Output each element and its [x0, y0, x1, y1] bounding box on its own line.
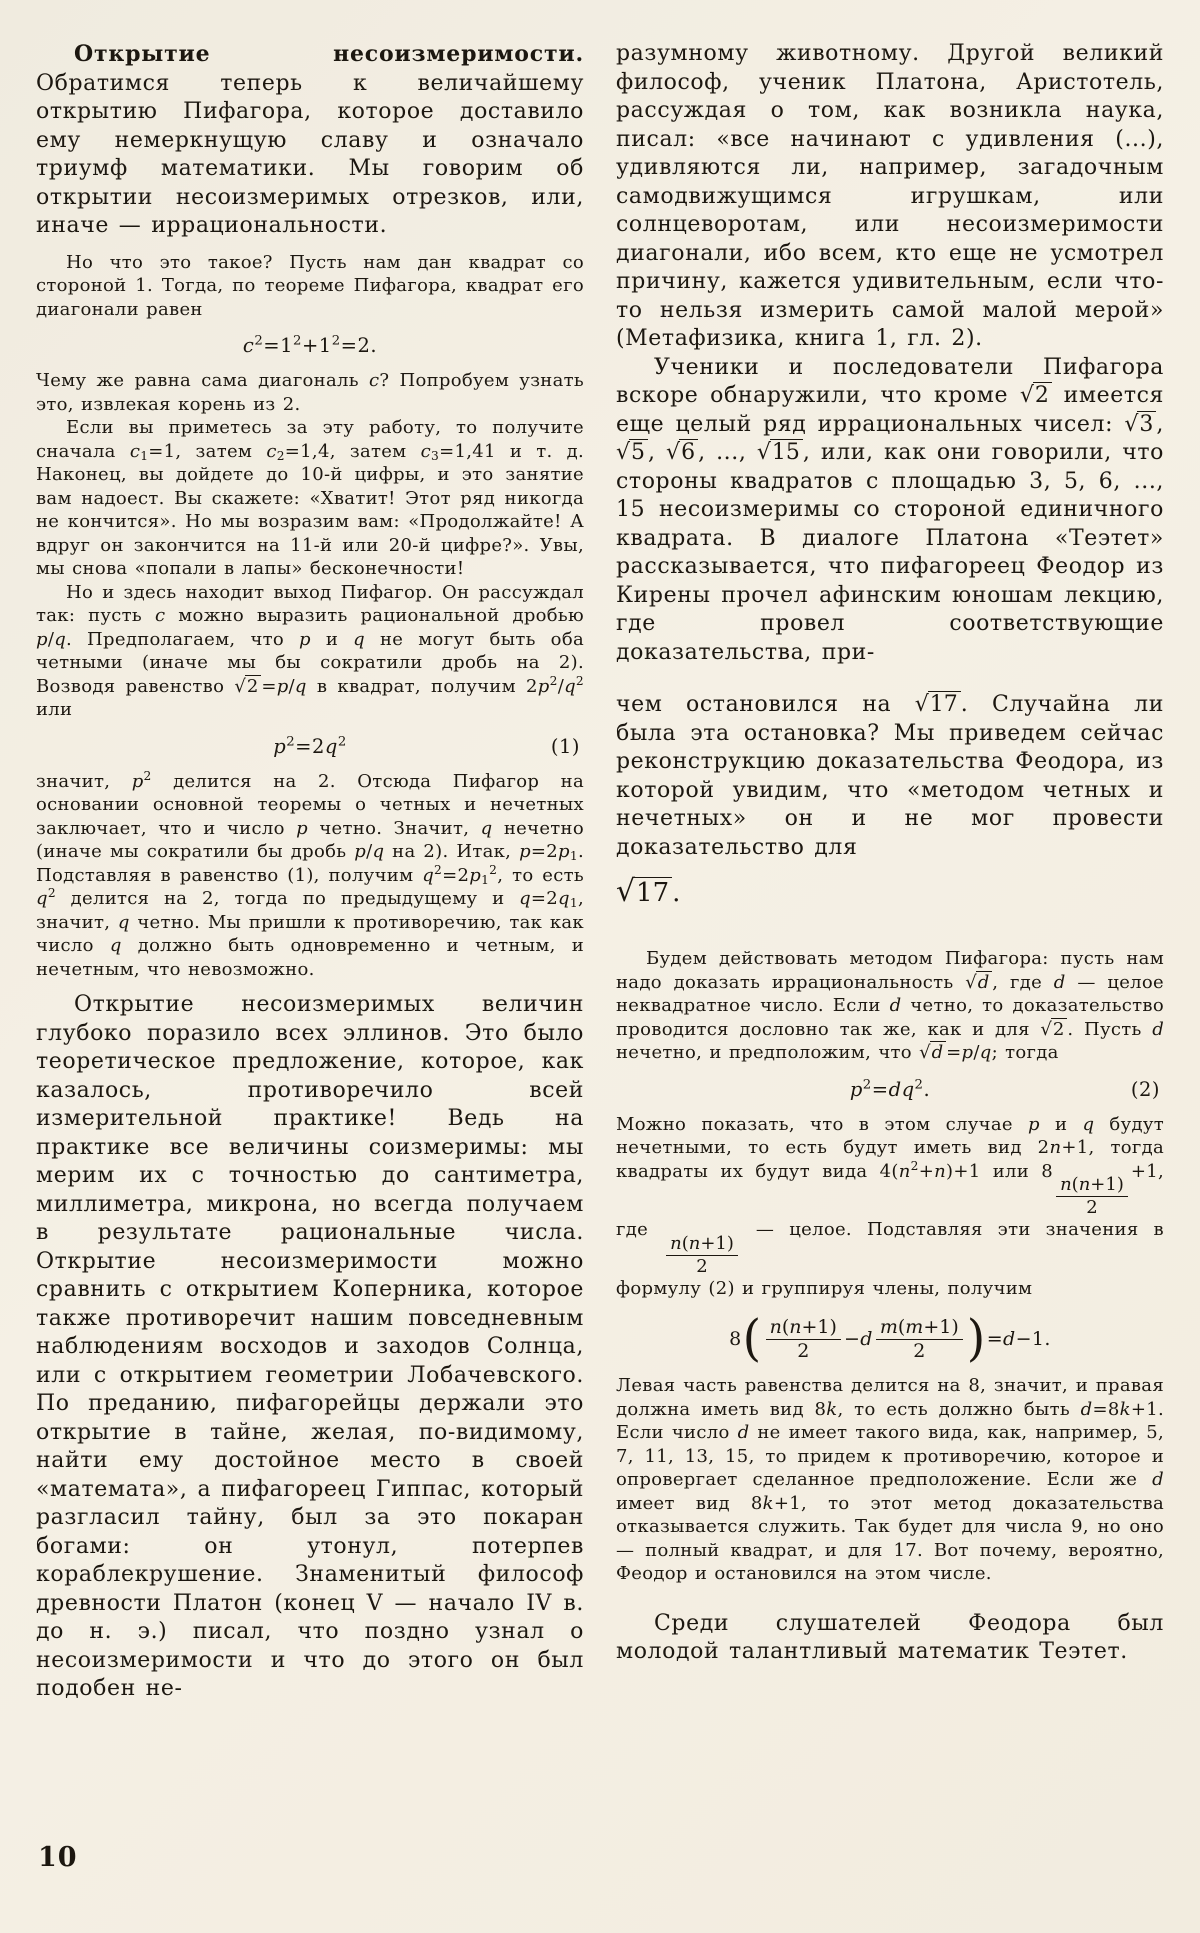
sqrt-radical-icon: √2 [1040, 1019, 1067, 1040]
paragraph: разумному животному. Другой великий философ, ученик Платона, Аристотель, рассуждая о том, как возникла наука, писал: «все начинают с удивления (...), удивляются ли, например, загадочным самодвижущимся игрушкам, или солнцеворотам, или несоизмеримости диагонали, ибо всем, кто еще не усмотрел причину, кажется удивительным, если что-то нельзя измерить самой малой мерой» (Метафизика, книга 1, гл. 2). [616, 41, 1164, 351]
paragraph: чем остановился на √17 . Случайна ли была эта остановка? Мы приведем сейчас реконструкцию доказательства Феодора, из которой увидим, что «методом четных и нечетных» он и не мог провести доказательство для [616, 692, 1164, 860]
paragraph: Открытие несоизмеримых величин глубоко поразило всех эллинов. Это было теоретическое предложение, которое, как казалось, противоречило всей измерительной практике! Ведь на практике все величины соизмеримы: мы мерим их с точностью до сантиметра, миллиметра, микрона, но всегда получаем в результате рациональные числа. Открытие несоизмеримости можно сравнить с открытием Коперника, которое также противоречит нашим повседневным наблюдениям восходов и заходов Солнца, или с открытием геометрии Лобачевского. По преданию, пифагорейцы держали это открытие в тайне, желая, по-видимому, найти ему достойное место в своей «математа», а пифагореец Гиппас, который разгласил тайну, был за это покаран богами: он утонул, потерпев кораблекрушение. Знаменитый философ древности Платон (конец V — начало IV в. до н. э.) писал, что поздно узнал о несоизмеримости и что до этого он был подобен не- [36, 992, 584, 1701]
paragraph-lead: Открытие несоизмеримости. [74, 41, 584, 67]
paragraph: Но и здесь находит выход Пифагор. Он рассуждал так: пусть c можно выразить рациональной дробью p/q. Предполагаем, что p и q не могут быть оба четными (иначе мы бы сократили дробь на 2). Возводя равенство √2 =p/q в квадрат, получим $2p^2/q^2$ или [36, 581, 584, 720]
sqrt-radical-icon: √3 [1124, 412, 1156, 437]
equation-number: (1) [550, 734, 580, 758]
sqrt-radical-icon: √17 [616, 878, 672, 908]
sqrt-radical-icon: √2 [1020, 383, 1052, 408]
standalone-radical: √17 . [616, 874, 681, 909]
column-right [616, 40, 1164, 1704]
paragraph: Открытие несоизмеримости. Обратимся теперь к величайшему открытию Пифагора, которое доставило ему немеркнущую славу и означало триумф математики. Мы говорим об открытии несоизмеримых отрезков, или, иначе — иррациональности. [36, 41, 584, 238]
paragraph: Левая часть равенства делится на 8, значит, и правая должна иметь вид 8k, то есть должно быть d=8k+1. Если число d не имеет такого вида, как, например, 5, 7, 11, 13, 15, то придем к противоречию, которое и опровергает сделанное предположение. Если же d имеет вид 8k+1, то этот метод доказательства отказывается служить. Так будет для числа 9, но оно — полный квадрат, и для 17. Вот почему, вероятно, Феодор и остановился на этом числе. [616, 1375, 1165, 1585]
paragraph: значит, $p^2$ делится на 2. Отсюда Пифагор на основании основной теоремы о четных и нечетных заключает, что и число p четно. Значит, q нечетно (иначе мы сократили бы дробь p/q на 2). Итак, $p=2p_1$. Подставляя в равенство (1), получим $q^2=2p_1^2$, то есть $q^2$ делится на 2, тогда по предыдущему и $q=2q_1$, значит, q четно. Мы пришли к противоречию, так как число q должно быть одновременно и четным, и нечетным, что невозможно. [36, 768, 584, 980]
column-left [36, 40, 584, 1704]
stacked-fraction: $\frac{m(m+1)}{2}$ [876, 1317, 963, 1363]
stacked-fraction: $\frac{n(n+1)}{2}$ [666, 1234, 738, 1277]
equation: $c^2=1^2+1^2=2$. [242, 333, 378, 357]
paragraph: Если вы приметесь за эту работу, то получите сначала $c_1=1$, затем $c_2=1,4$, затем $c_3=1,41$ и т. д. Наконец, вы дойдете до 10-й цифры, и это занятие вам надоест. Вы скажете: «Хватит! Этот ряд никогда не кончится». Но мы возразим вам: «Продолжайте! А вдруг он закончится на 11-й или 20-й цифре?». Увы, мы снова «попали в лапы» бесконечности! [36, 417, 584, 579]
paragraph: Но что это такое? Пусть нам дан квадрат со стороной 1. Тогда, по теореме Пифагора, квадрат его диагонали равен [36, 251, 584, 320]
sqrt-radical-icon: √6 [666, 440, 698, 465]
sqrt-radical-icon: √5 [616, 440, 648, 465]
sqrt-radical-icon: √17 [915, 692, 961, 717]
equation-number: (2) [1130, 1077, 1160, 1101]
sqrt-radical-icon: √2 [234, 676, 261, 697]
equation: $p^2=2q^2$ (1) [273, 734, 580, 758]
equation: 8 ( $\frac{n(n+1)}{2}$ − d $\frac{m(m+1)}{2}$ ) = d −1. [729, 1309, 1051, 1368]
sqrt-radical-icon: √d [919, 1042, 946, 1063]
page-number: 10 [38, 1842, 78, 1873]
equation: $p^2=dq^2$. (2) [849, 1077, 1160, 1101]
paragraph: Будем действовать методом Пифагора: пусть нам надо доказать иррациональность √d , где d — целое неквадратное число. Если d четно, то доказательство проводится дословно так же, как и для √2 . Пусть d нечетно, и предположим, что √d =p/q; тогда [616, 948, 1165, 1063]
paragraph: Среди слушателей Феодора был молодой талантливый математик Теэтет. [616, 1610, 1164, 1665]
paragraph: Чему же равна сама диагональ c? Попробуем узнать это, извлекая корень из 2. [36, 370, 584, 415]
stacked-fraction: $\frac{n(n+1)}{2}$ [1056, 1175, 1128, 1218]
paragraph: Ученики и последователи Пифагора вскоре обнаружили, что кроме √2 имеется еще целый ряд иррациональных чисел: √3 , √5 , √6 , ..., √15 , или, как они говорили, что стороны квадратов с площадью 3, 5, 6, ..., 15 несоизмеримы со стороной единичного квадрата. В диалоге Платона «Теэтет» рассказывается, что пифагореец Феодор из Кирены прочел афинским юношам лекцию, где провел соответствующие доказательства, при- [616, 354, 1164, 665]
paragraph: Можно показать, что в этом случае p и q будут нечетными, то есть будут иметь вид 2n+1, тогда квадраты их будут вида $4(n^2+n)+1$ или 8 $\frac{n(n+1)}{2}$ +1, где $\frac{n(n+1)}{2}$ — целое. Подставляя эти значения в формулу (2) и группируя члены, получим [616, 1113, 1165, 1300]
sqrt-radical-icon: √d [965, 972, 992, 993]
sqrt-radical-icon: √15 [757, 440, 803, 465]
stacked-fraction: $\frac{n(n+1)}{2}$ [766, 1317, 841, 1363]
